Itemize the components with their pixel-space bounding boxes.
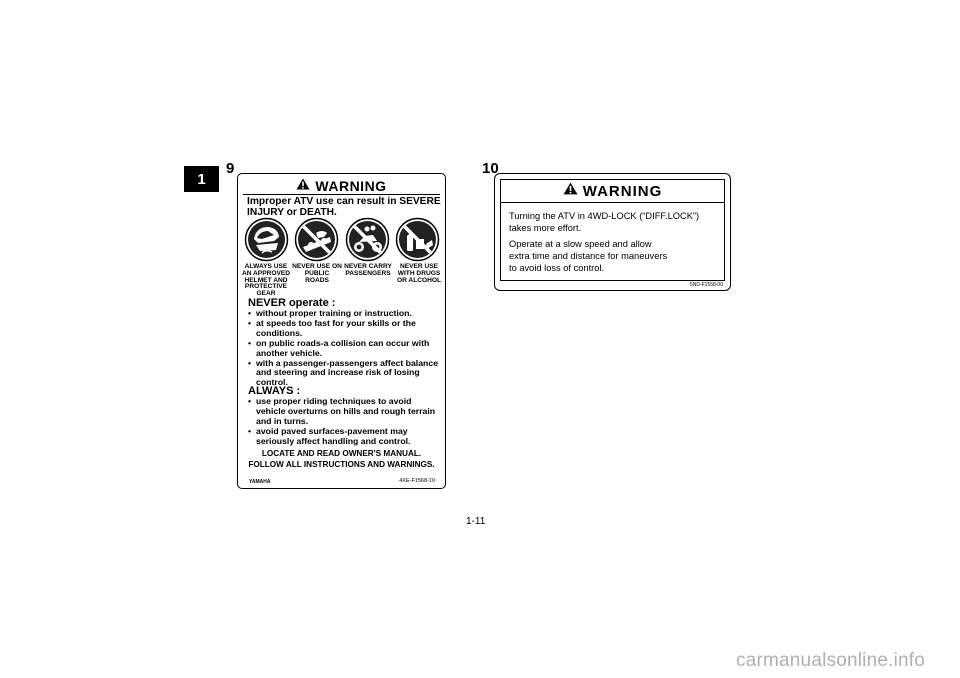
pictogram-caption: ALWAYS USE AN APPROVED HELMET AND PROTECTIVE GEAR <box>241 263 291 298</box>
list-item: • with a passenger-passengers affect balance and steering and increase risk of losing control. <box>248 359 443 389</box>
paragraph-2 <box>509 238 724 274</box>
text-line: Operate at a slow speed and allow <box>509 239 652 249</box>
warning-label-9 <box>237 173 446 489</box>
warning-triangle-icon <box>563 182 578 200</box>
warning-header <box>501 180 724 203</box>
label-number-9: 9 <box>226 160 235 177</box>
never-heading: NEVER operate : <box>248 297 336 309</box>
intro-text: Improper ATV use can result in SEVERE INJURY or DEATH. <box>247 196 441 218</box>
pictogram-caption: NEVER USE ON PUBLIC ROADS <box>292 263 342 284</box>
warning-triangle-icon <box>296 177 310 195</box>
page-number: 1-11 <box>466 516 486 527</box>
text-line: Turning the ATV in 4WD-LOCK (“DIFF.LOCK”) <box>509 211 700 221</box>
list-item: • without proper training or instruction. <box>248 309 443 319</box>
watermark: carmanualsonline.info <box>736 650 926 671</box>
always-heading: ALWAYS : <box>248 385 301 397</box>
pictogram-row <box>244 217 440 265</box>
locate-instructions <box>238 448 445 470</box>
warning-title: WARNING <box>582 182 663 200</box>
paragraph-1 <box>509 210 724 234</box>
list-item: • use proper riding techniques to avoid vehicle overturns on hills and rough terrain and in turns. <box>248 397 443 427</box>
list-item: • avoid paved surfaces-pavement may seriously affect handling and control. <box>248 427 443 447</box>
label-code: 5ND-F1558-00 <box>689 282 723 288</box>
always-list <box>248 397 443 447</box>
text-line: to avoid loss of control. <box>509 263 605 273</box>
label-number-10: 10 <box>482 160 499 177</box>
no-public-roads-icon <box>294 217 339 262</box>
locate-line: LOCATE AND READ OWNER'S MANUAL. <box>261 449 422 458</box>
warning-header <box>243 178 440 195</box>
pictogram-caption: NEVER USE WITH DRUGS OR ALCOHOL <box>396 263 442 284</box>
helmet-icon <box>244 217 289 262</box>
list-item: • on public roads-a collision can occur with another vehicle. <box>248 339 443 359</box>
no-drugs-alcohol-icon <box>395 217 440 262</box>
text-line: takes more effort. <box>509 223 582 233</box>
no-passengers-icon <box>345 217 390 262</box>
brand-logo: YAMAHA <box>249 479 271 485</box>
label-code: 4XE-F1568-10 <box>399 478 435 484</box>
pictogram-caption: NEVER CARRY PASSENGERS <box>344 263 392 277</box>
text-line: extra time and distance for maneuvers <box>509 251 668 261</box>
label-inner-frame <box>500 179 725 281</box>
follow-line: FOLLOW ALL INSTRUCTIONS AND WARNINGS. <box>248 460 435 469</box>
never-list <box>248 309 443 388</box>
chapter-tab: 1 <box>184 166 219 192</box>
warning-title: WARNING <box>315 178 387 194</box>
warning-label-10 <box>494 173 731 291</box>
pictogram-captions <box>241 264 444 298</box>
list-item: • at speeds too fast for your skills or the conditions. <box>248 319 443 339</box>
